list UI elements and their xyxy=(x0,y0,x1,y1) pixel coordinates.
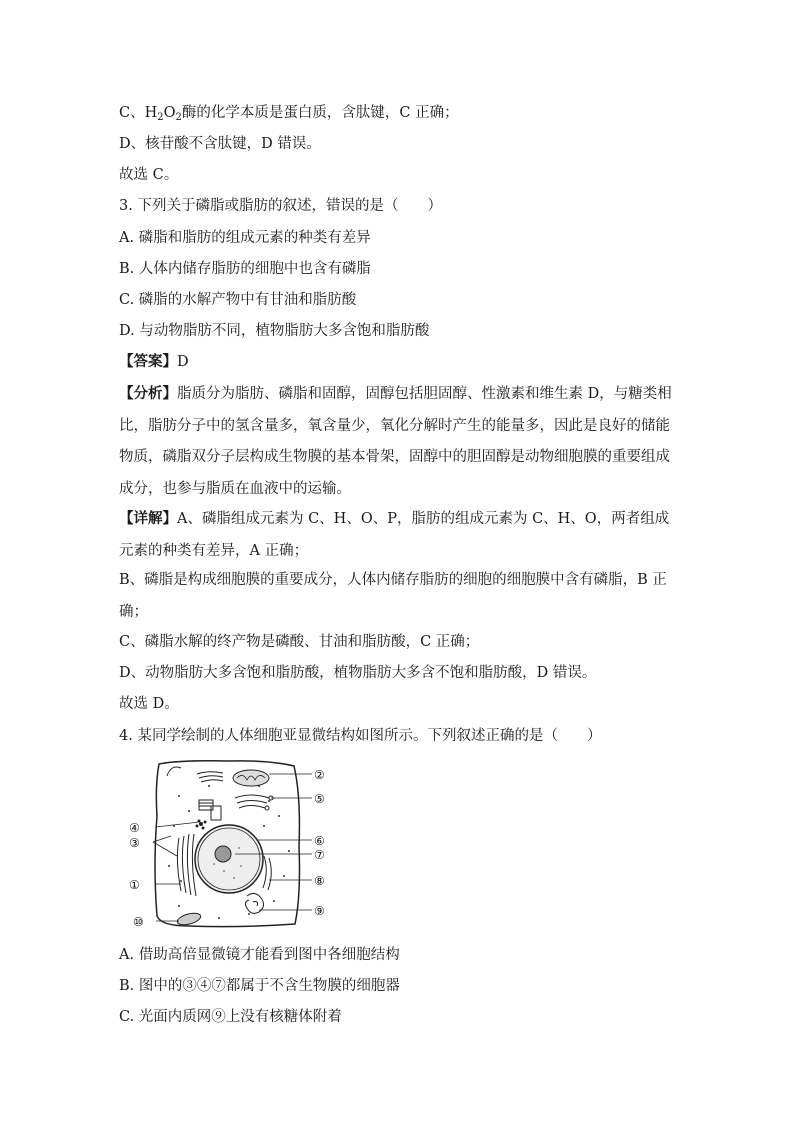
option-4a: A. 借助高倍显微镜才能看到图中各细胞结构 xyxy=(119,947,400,963)
detail-label: 【详解】 xyxy=(119,510,177,527)
analysis-label: 【分析】 xyxy=(119,385,177,402)
option-3c: C. 磷脂的水解产物中有甘油和脂肪酸 xyxy=(119,292,357,308)
detail-paragraph xyxy=(119,503,675,567)
analysis-paragraph xyxy=(119,378,675,505)
mitochondrion xyxy=(233,770,269,786)
detail-b-paragraph: B、磷脂是构成细胞膜的重要成分，人体内储存脂肪的细胞的细胞膜中含有磷脂，B 正确； xyxy=(119,572,667,620)
label-4: ④ xyxy=(129,821,140,835)
lysosome xyxy=(176,911,202,927)
label-5: ⑤ xyxy=(314,792,325,806)
option-3b: B. 人体内储存脂肪的细胞中也含有磷脂 xyxy=(119,261,371,277)
question-3: 3. 下列关于磷脂或脂肪的叙述，错误的是（ ） xyxy=(119,198,442,214)
text-fragment: C、H xyxy=(119,105,158,121)
option-3d: D. 与动物脂肪不同，植物脂肪大多含饱和脂肪酸 xyxy=(119,323,430,339)
option-3a: A. 磷脂和脂肪的组成元素的种类有差异 xyxy=(119,230,371,246)
text-line-d-nucleotide: D、核苷酸不含肽键，D 错误。 xyxy=(119,136,321,152)
subscript: 2 xyxy=(157,112,164,123)
detail-c-line: C、磷脂水解的终产物是磷酸、甘油和脂肪酸，C 正确； xyxy=(119,634,480,650)
question-4: 4. 某同学绘制的人体细胞亚显微结构如图所示。下列叙述正确的是（ ） xyxy=(119,728,602,744)
detail-d-line: D、动物脂肪大多含饱和脂肪酸，植物脂肪大多含不饱和脂肪酸，D 错误。 xyxy=(119,665,597,681)
text-line-choose-c: 故选 C。 xyxy=(119,167,179,183)
label-9: ⑨ xyxy=(314,904,325,918)
golgi-apparatus xyxy=(235,795,273,810)
label-10: ⑩ xyxy=(133,915,144,929)
label-3: ③ xyxy=(129,836,140,850)
er-right xyxy=(263,856,271,890)
detail-text: A、磷脂组成元素为 C、H、O、P，脂肪的组成元素为 C、H、O，两者组成元素的种类有差异，A 正确； xyxy=(119,511,670,559)
analysis-text: 脂质分为脂肪、磷脂和固醇，固醇包括胆固醇、性激素和维生素 D，与糖类相比，脂肪分子中的氢含量多，氧含量少，氧化分解时产生的能量多，因此是良好的储能物质，磷脂双分子层构成生物膜的基本骨架，固醇中的胆固醇是动物细胞膜的重要组成成分，也参与脂质在血液中的运输。 xyxy=(119,386,672,497)
cell-diagram xyxy=(119,756,359,936)
centriole xyxy=(199,800,221,820)
subscript: 2 xyxy=(175,112,182,123)
nucleolus xyxy=(215,846,231,862)
label-6: ⑥ xyxy=(314,834,325,848)
vesicle xyxy=(167,767,181,776)
label-8: ⑧ xyxy=(314,874,325,888)
detail-end-line: 故选 D。 xyxy=(119,696,179,712)
rough-er xyxy=(177,834,196,896)
answer-label: 【答案】 xyxy=(119,353,177,370)
option-4c: C. 光面内质网⑨上没有核糖体附着 xyxy=(119,1009,342,1025)
label-1: ① xyxy=(129,878,140,892)
option-4b: B. 图中的③④⑦都属于不含生物膜的细胞器 xyxy=(119,978,400,994)
answer-line xyxy=(119,352,189,372)
text-fragment: O xyxy=(163,105,176,121)
label-7: ⑦ xyxy=(314,848,325,862)
cell-structure-figure xyxy=(119,756,359,936)
golgi-top xyxy=(197,772,223,782)
label-2: ② xyxy=(314,768,325,782)
text-line-c-h2o2 xyxy=(119,103,459,123)
text-fragment: 酶的化学本质是蛋白质，含肽键，C 正确； xyxy=(181,105,459,121)
answer-value: D xyxy=(177,354,189,370)
ribosome-cluster xyxy=(196,820,207,830)
